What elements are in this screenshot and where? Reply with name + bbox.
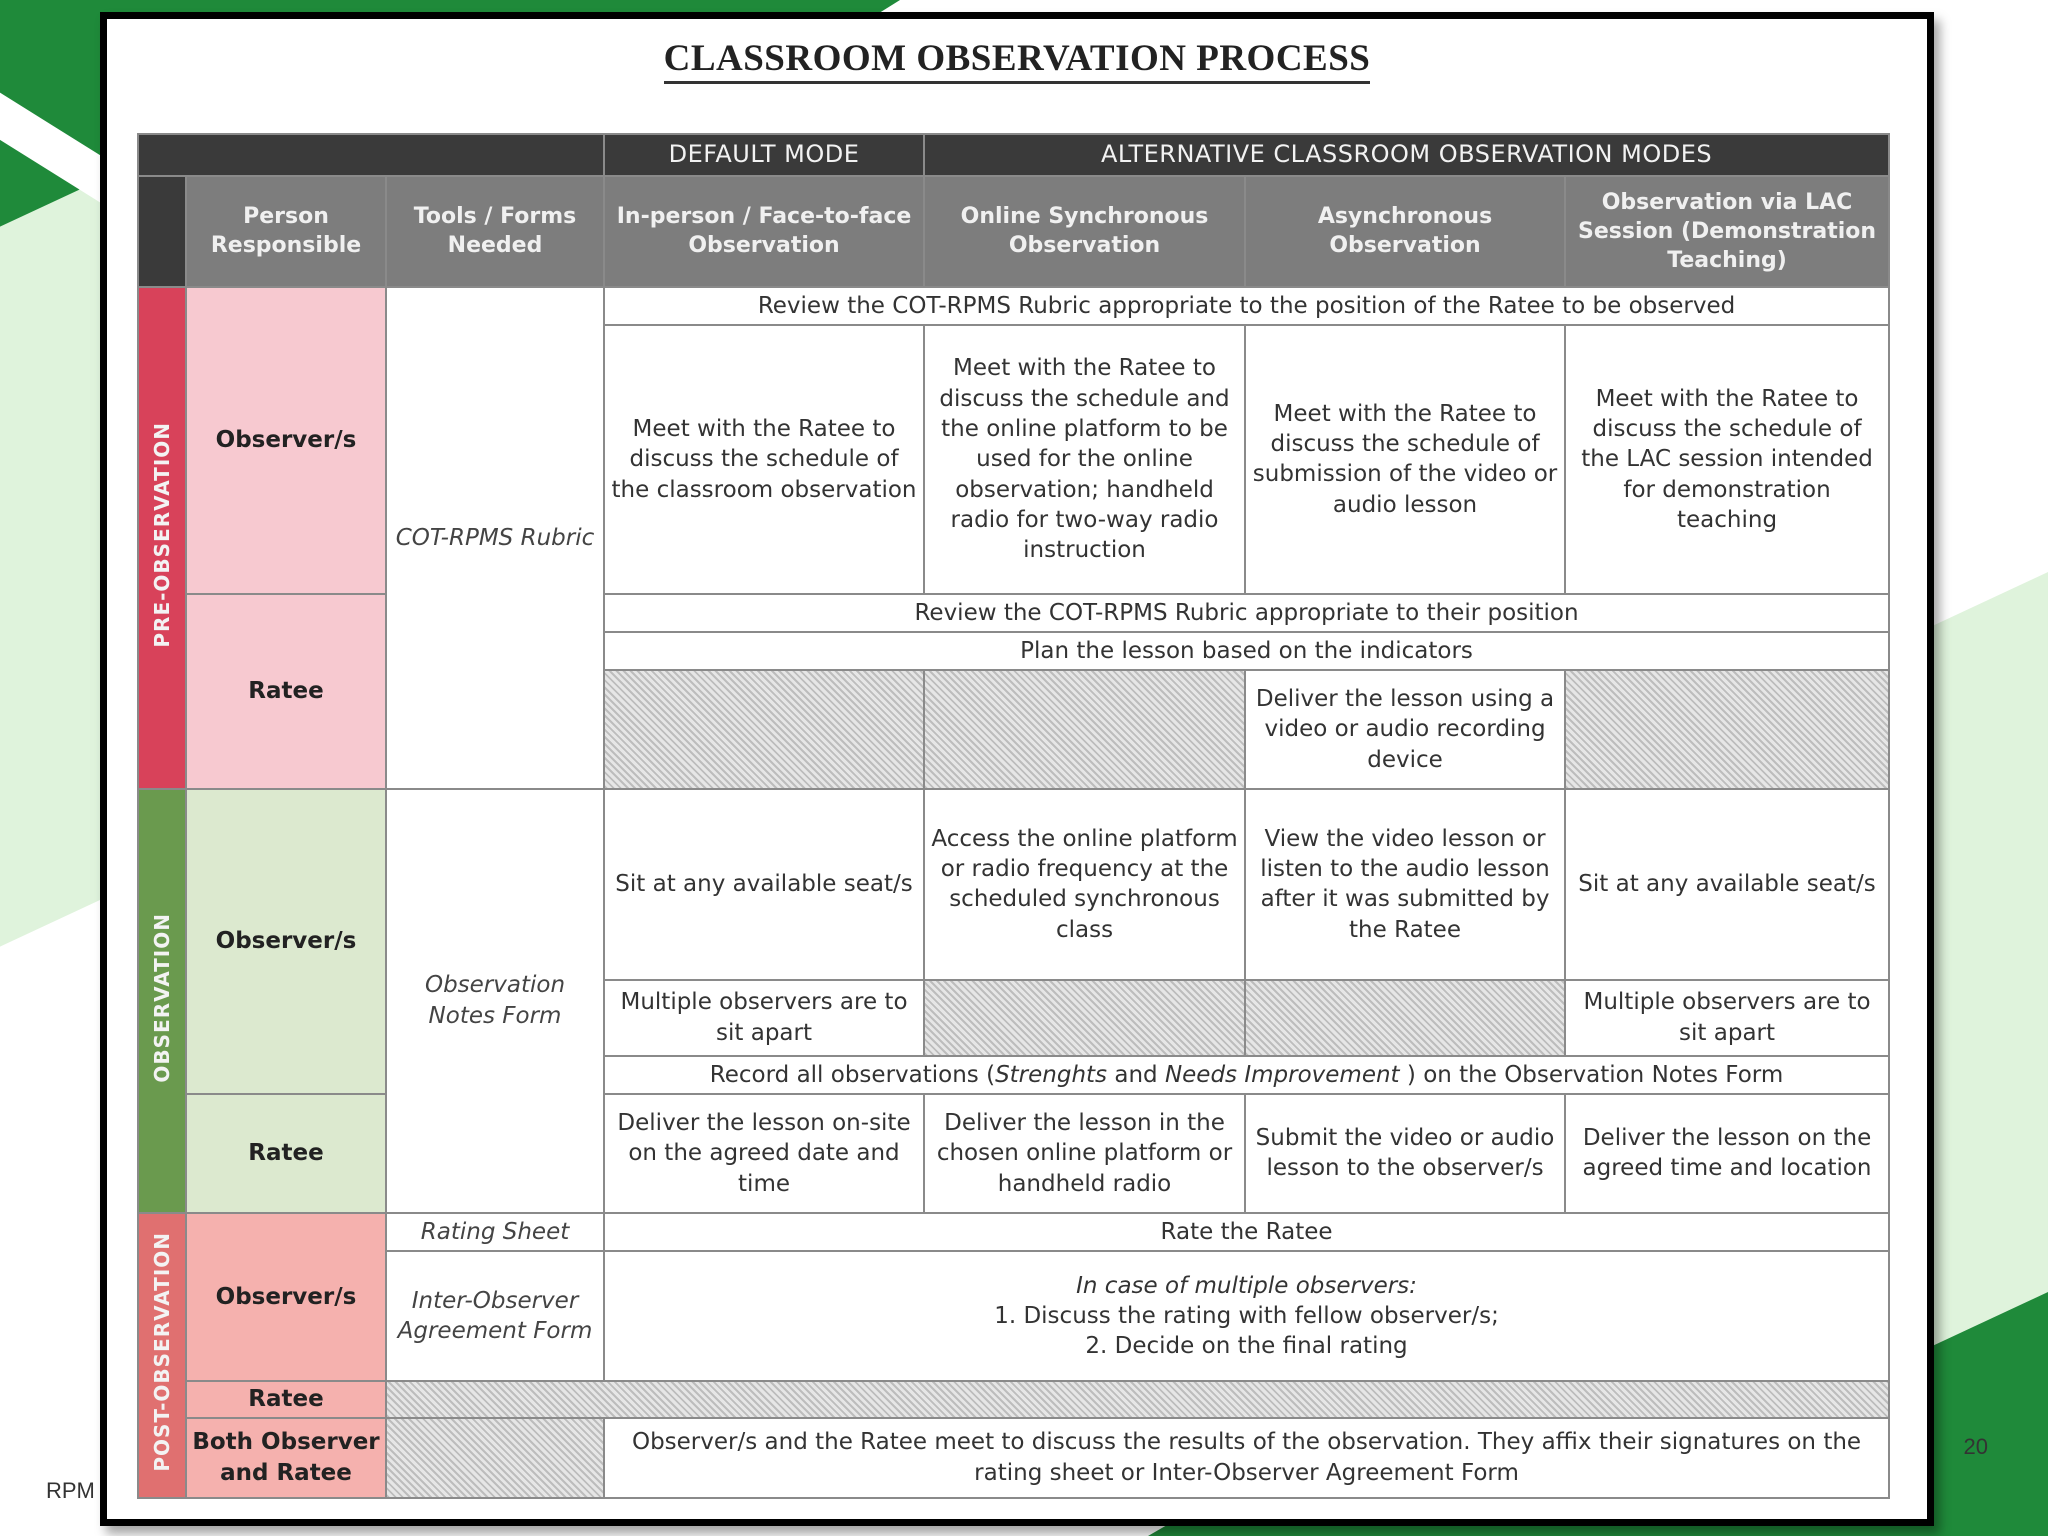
mode-header-row	[138, 134, 1889, 176]
ratee-review-rubric: Review the COT-RPMS Rubric appropriate to their position	[604, 594, 1889, 632]
page-title	[107, 37, 1927, 80]
person-ratee-pre: Ratee	[186, 594, 386, 789]
tool-rating-sheet: Rating Sheet	[386, 1213, 604, 1251]
tool-cot-rpms-rubric: COT-RPMS Rubric	[386, 287, 604, 789]
observer-sit-lac: Sit at any available seat/s	[1565, 789, 1889, 980]
person-observer-post: Observer/s	[186, 1213, 386, 1382]
column-header-row	[138, 176, 1889, 286]
hatched-cell	[1245, 980, 1565, 1056]
observer-meet-inperson: Meet with the Ratee to discuss the schedule of the classroom observation	[604, 325, 924, 594]
col-async: Asynchronous Observation	[1245, 176, 1565, 286]
hatched-cell	[386, 1381, 1889, 1417]
person-ratee-obs: Ratee	[186, 1094, 386, 1213]
step-discuss: 1. Discuss the rating with fellow observer/s;	[994, 1302, 1499, 1329]
observer-view-async: View the video lesson or listen to the audio lesson after it was submitted by the Ratee	[1245, 789, 1565, 980]
observer-meet-online: Meet with the Ratee to discuss the schedule and the online platform to be used for the online observation; handheld radio for two-way radio instruction	[924, 325, 1245, 594]
step-decide: 2. Decide on the final rating	[1085, 1333, 1408, 1360]
record-observations: Record all observations (Strenghts and Needs Improvement ) on the Observation Notes Form	[604, 1056, 1889, 1094]
ratee-submit-video: Submit the video or audio lesson to the observer/s	[1245, 1094, 1565, 1213]
observer-meet-async: Meet with the Ratee to discuss the schedule of submission of the video or audio lesson	[1245, 325, 1565, 594]
hatched-cell	[1565, 670, 1889, 789]
tool-inter-observer-form: Inter-Observer Agreement Form	[386, 1251, 604, 1382]
phase-post-observation: POST-OBSERVATION	[138, 1213, 186, 1498]
person-both: Both Observer and Ratee	[186, 1418, 386, 1498]
corner-cell	[138, 134, 604, 176]
background-light-shape-right	[1928, 572, 2048, 1348]
observer-sit-inperson: Sit at any available seat/s	[604, 789, 924, 980]
ratee-deliver-lac: Deliver the lesson on the agreed time and location	[1565, 1094, 1889, 1213]
ratee-deliver-recording: Deliver the lesson using a video or audio recording device	[1245, 670, 1565, 789]
person-observer-pre: Observer/s	[186, 287, 386, 594]
hatched-cell	[924, 670, 1245, 789]
col-online-sync: Online Synchronous Observation	[924, 176, 1245, 286]
col-lac: Observation via LAC Session (Demonstration Teaching)	[1565, 176, 1889, 286]
default-mode-header: DEFAULT MODE	[604, 134, 924, 176]
ratee-plan-lesson: Plan the lesson based on the indicators	[604, 632, 1889, 670]
ratee-deliver-onsite: Deliver the lesson on-site on the agreed date and time	[604, 1094, 924, 1213]
phase-header-cell	[138, 176, 186, 286]
person-ratee-post: Ratee	[186, 1381, 386, 1417]
table-row	[138, 287, 1889, 325]
hatched-cell	[604, 670, 924, 789]
observation-process-table	[137, 133, 1890, 1499]
multiple-observers-heading: In case of multiple observers:	[1076, 1272, 1417, 1299]
both-meet-discuss: Observer/s and the Ratee meet to discuss the results of the observation. They affix their signatures on the rating sheet or Inter-Observer Agreement Form	[604, 1418, 1889, 1498]
multiple-observers-inperson: Multiple observers are to sit apart	[604, 980, 924, 1056]
hatched-cell	[924, 980, 1245, 1056]
ratee-deliver-online: Deliver the lesson in the chosen online platform or handheld radio	[924, 1094, 1245, 1213]
person-observer-obs: Observer/s	[186, 789, 386, 1094]
phase-pre-observation: PRE-OBSERVATION	[138, 287, 186, 789]
table-row	[138, 789, 1889, 980]
col-person-responsible: Person Responsible	[186, 176, 386, 286]
observer-access-online: Access the online platform or radio frequency at the scheduled synchronous class	[924, 789, 1245, 980]
hatched-cell	[386, 1418, 604, 1498]
col-tools-forms: Tools / Forms Needed	[386, 176, 604, 286]
multiple-observers-lac: Multiple observers are to sit apart	[1565, 980, 1889, 1056]
observer-review-rubric: Review the COT-RPMS Rubric appropriate to the position of the Ratee to be observed	[604, 287, 1889, 325]
footer-left-text: RPM	[46, 1478, 95, 1503]
document-panel	[100, 12, 1934, 1526]
phase-observation: OBSERVATION	[138, 789, 186, 1213]
rate-the-ratee: Rate the Ratee	[604, 1213, 1889, 1251]
table-row	[138, 1381, 1889, 1417]
col-inperson: In-person / Face-to-face Observation	[604, 176, 924, 286]
table-row	[138, 1251, 1889, 1382]
multiple-observers-steps	[604, 1251, 1889, 1382]
tool-observation-notes-form: Observation Notes Form	[386, 789, 604, 1213]
table-row	[138, 1418, 1889, 1498]
footer-right-text: 20	[1963, 1434, 1988, 1459]
page-title-text: CLASSROOM OBSERVATION PROCESS	[664, 38, 1371, 84]
observer-meet-lac: Meet with the Ratee to discuss the schedule of the LAC session intended for demonstration teaching	[1565, 325, 1889, 594]
table-row	[138, 1213, 1889, 1251]
alternative-modes-header: ALTERNATIVE CLASSROOM OBSERVATION MODES	[924, 134, 1889, 176]
